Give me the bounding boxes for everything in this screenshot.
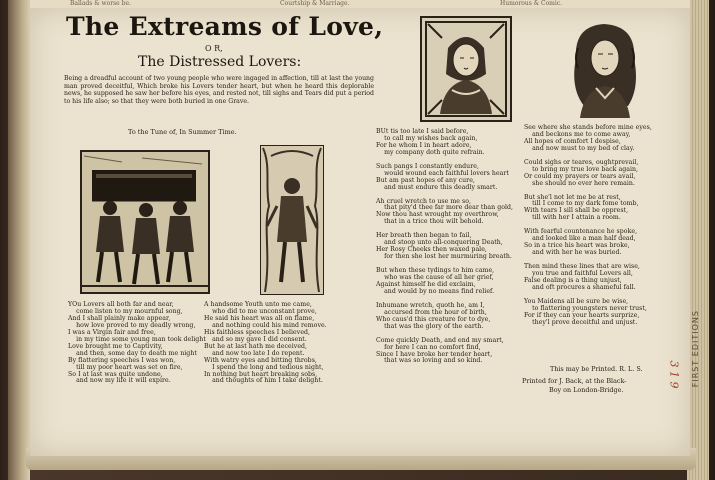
license-line: This may be Printed. R. L. S. [550,365,643,373]
strip-text-right: Humorous & Comic. [500,0,563,7]
woodcut-coffin-bearers [80,150,210,294]
ballad-or: O R, [205,44,223,53]
printer-line-2: Boy on London-Bridge. [549,386,624,394]
previous-page-strip [30,0,690,8]
ballad-subtitle: The Distressed Lovers: [138,54,302,70]
ballad-description: Being a dreadful account of two young people who were ingaged in affection, till at last the young man proved deceitful, Which broke his Lovers tender heart, but when he heard this deplorable news, he supposed he saw her before his eyes, and rested not, till sighs and Tears did put a period to his life also; so that they were both buried in one Grave. [64,75,374,106]
verse-column-3: BUt tis too late I said before, to call my wishes back again, For he whom I in heart adore, my company doth quite refrain. Such pangs I constantly endure, would wound each faithful lovers heart But am past hopes of any cure, and must endure this deadly smart. Ah cruel wretch to use me so, that pity'd thee far more dear than gold, Now thou hast wrought my overthrow, that in a trice thou wilt behold. Her breath then began to fail, and stoop unto all-conquering Death, Her Rosy Cheeks then waxed pale, for then she lost her murmuring breath. But when these tydings to him came, who was the cause of all her grief, Against himself he did exclaim, and would by no means find relief. Inhumane wretch, quoth he, am I, accursed from the hour of birth, Who caus'd this creature for to dye, that was the glory of the earth. Come quickly Death, and end my smart, for here I can no comfort find, Since I have broke her tender heart, that was so loving and so kind. [376,128,514,365]
verse-column-2: A handsome Youth unto me came, who did to me unconstant prove, He said his heart was all on flame, and nothing could his mind remove. His faithless speeches I believed, and so my gave I did consent. But he at last hath me deceived, and now too late I do repent. With watry eyes and bitting throbs, I spend the long and tedious night, In nothing but heart breaking sobs, and thoughts of him I take delight. [204,301,327,385]
woodcut-man-portrait [566,18,644,118]
woodcut-woman-portrait [420,16,512,122]
manuscript-page-number: 3 1 9 [667,360,681,389]
strip-text-center: Courtship & Marriage. [280,0,350,7]
strip-text-left: Ballads & worse be. [70,0,131,7]
ballad-page [30,8,690,456]
spine-label: FIRST EDITIONS [691,310,700,388]
verse-column-4: See where she stands before mine eyes, and beckons me to come away, All hopes of comfort I despise, and now must to my bed of clay. Could sighs or teares, oughtprevail, to bring my true love back again, Or could my prayers or tears avail, she should no ever here remain. But she'l not let me be at rest, till I come to my dark fome tomb, With tears I sill shall be opprest, till with her I attain a room. With fearful countenance he spoke, and looked like a man half dead, So in a trice his heart was broke, and with her he was buried. Then mind these lines that are wise, you true and faithful Lovers all, False dealing is a thing unjust, and oft procures a shameful fall. You Maidens all be sure be wise, to flattering youngsters never trust, For if they can your hearts surprize, they'l prove deceitful and unjust. [524,124,652,326]
book-gutter [8,0,30,480]
printer-line-1: Printed for J. Back, at the Black- [522,377,627,385]
ballad-title: The Extreams of Love, [66,12,384,41]
verse-column-1: YOu Lovers all both far and near, come listen to my mournful song, And I shall plainly make appear, how love proved to my deadly wrong, I was a Virgin fair and free, in my time some young man took delight Love brought me to Captivity, and then, some day to death me night By flattering speeches I was won, till my poor heart was set on fire, So I at last was quite undone, and now my life it will expire. [68,301,206,385]
woodcut-standing-figure [260,145,324,295]
tune-line: To the Tune of, In Summer Time. [128,128,237,136]
page-edges [687,0,709,480]
